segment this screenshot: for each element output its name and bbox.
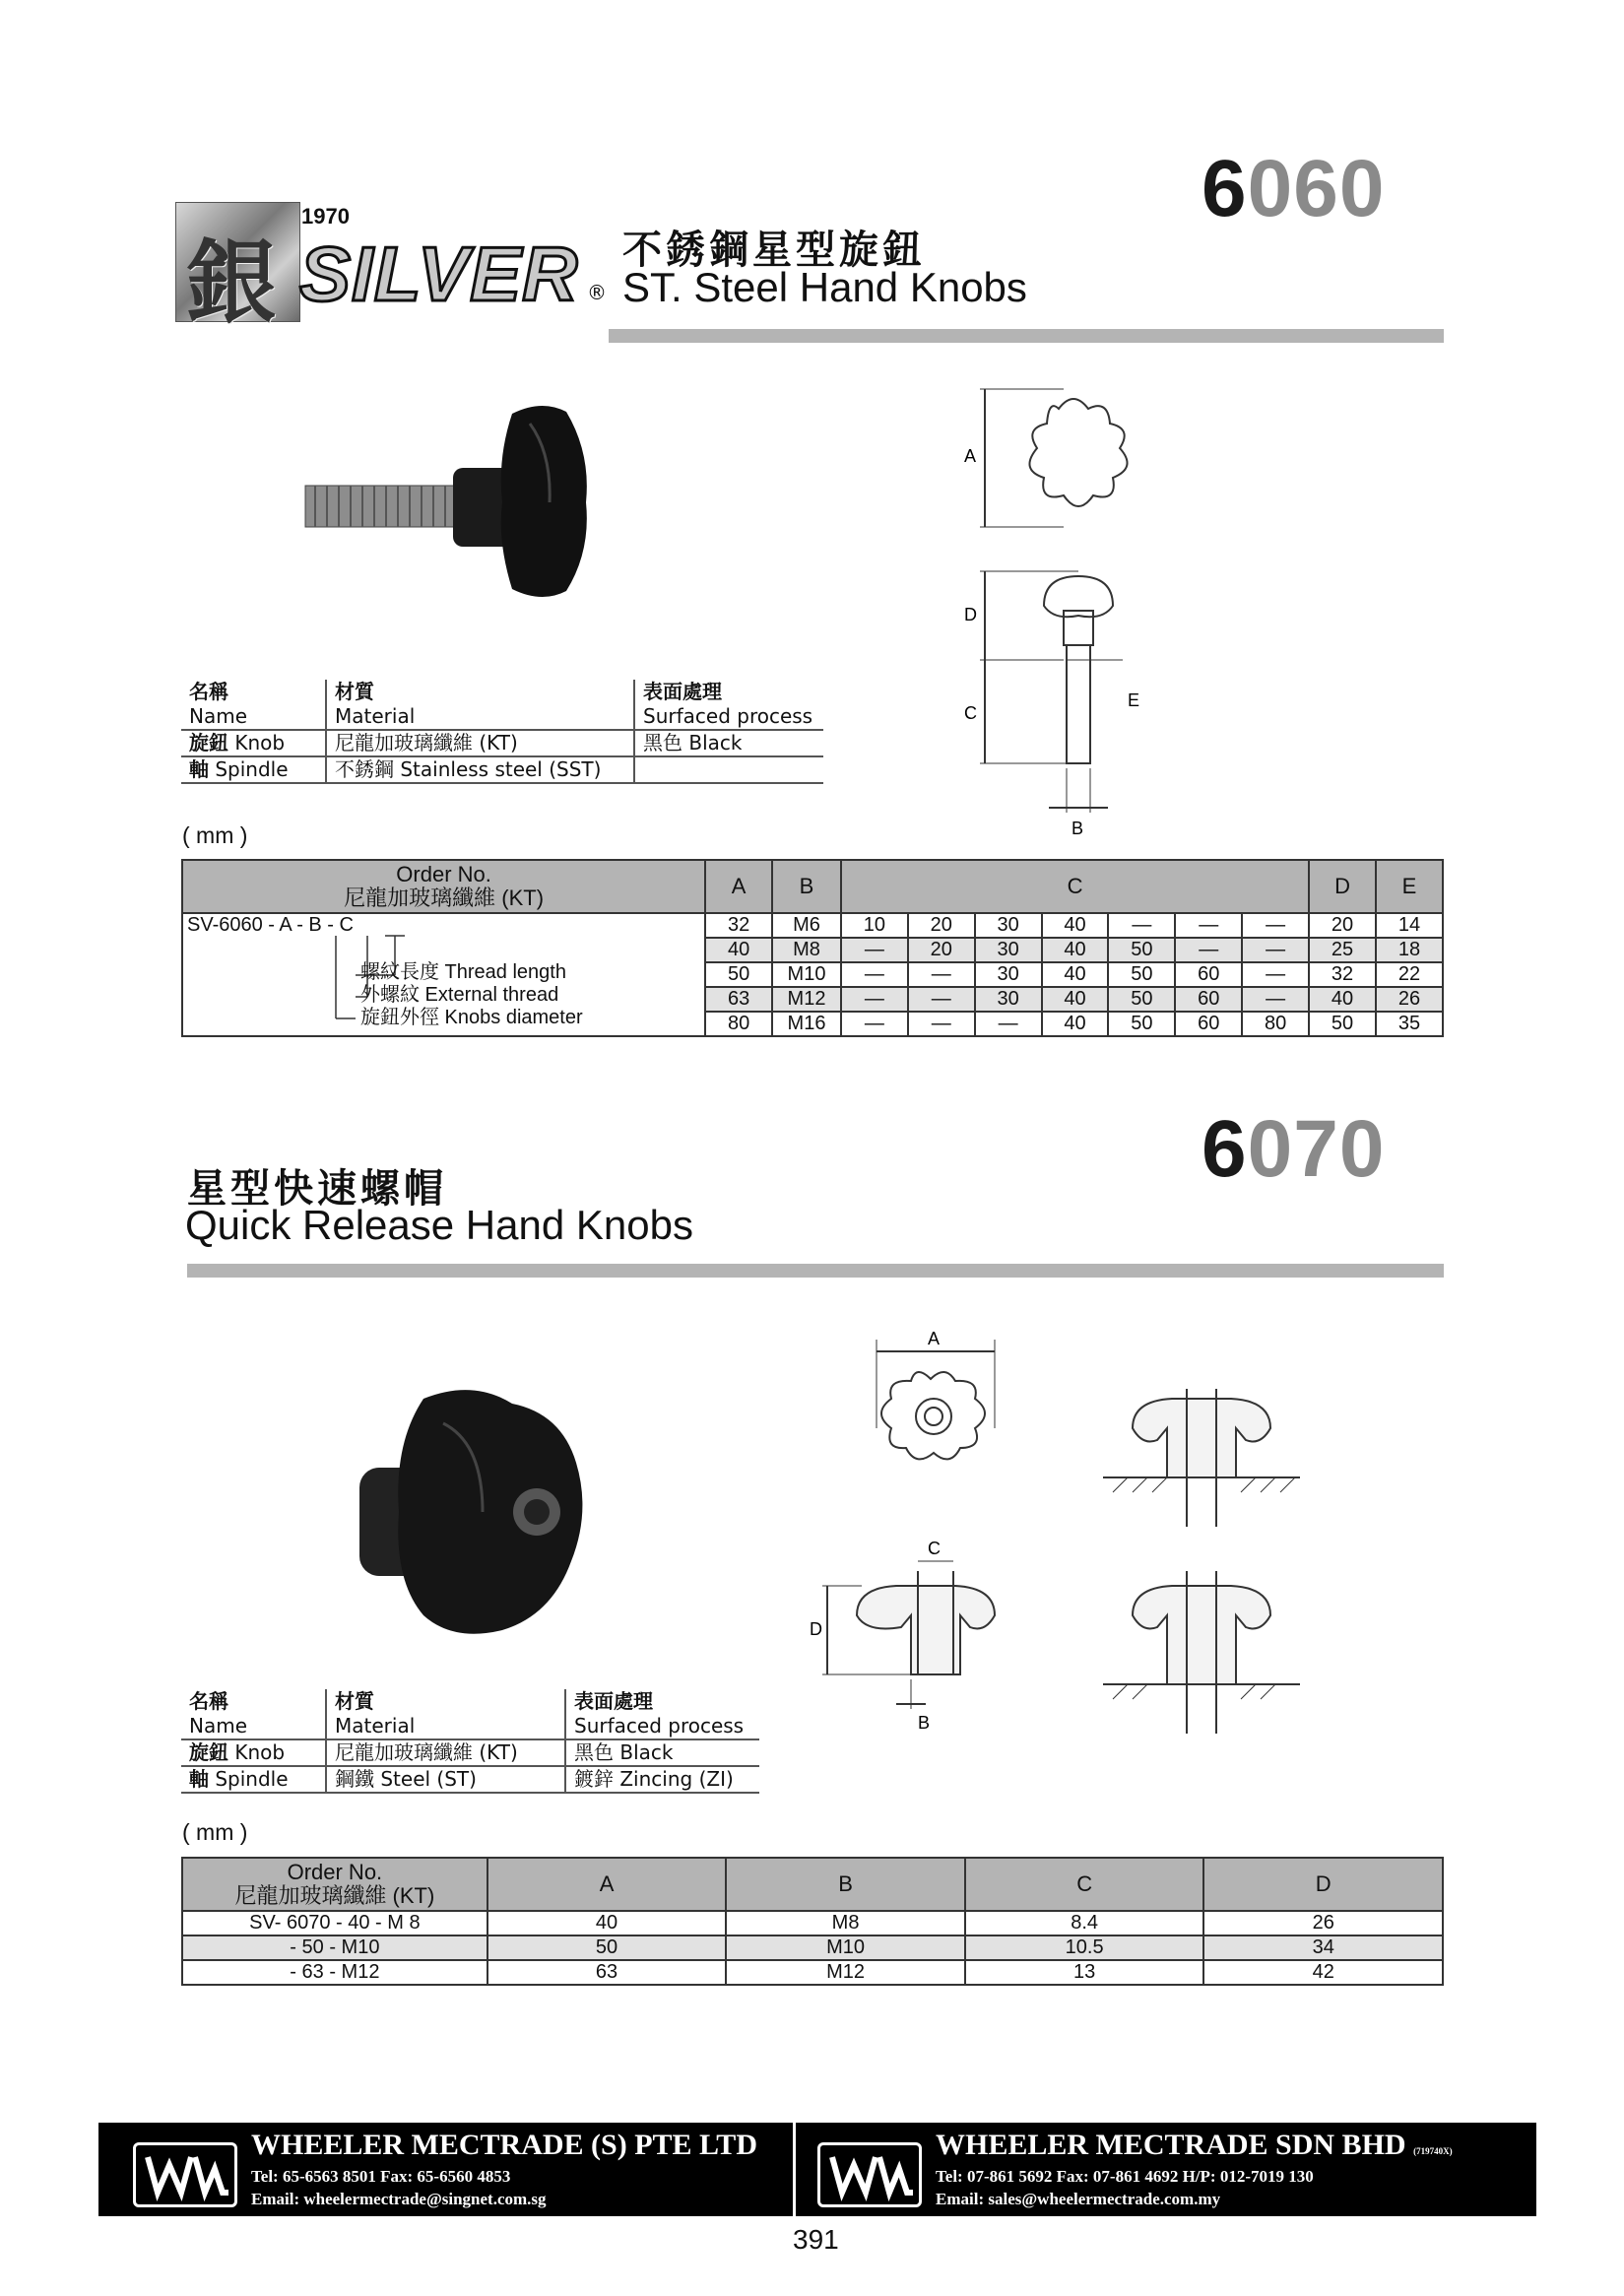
company-reg-no: (719740X) xyxy=(1413,2146,1453,2156)
col-header-c: C xyxy=(965,1858,1204,1911)
cell: M8 xyxy=(726,1911,965,1935)
cell: — xyxy=(1175,913,1242,938)
legend-thread-length: 螺紋長度 Thread length xyxy=(360,961,566,983)
mat-row-process: 黑色 Black xyxy=(634,730,823,756)
mat-row-name-zh: 軸 xyxy=(189,757,209,781)
mat-row-name-en: Knob xyxy=(234,731,286,754)
table-row xyxy=(182,1911,1443,1935)
material-table-6070 xyxy=(181,1689,759,1794)
cell: 40 xyxy=(705,938,772,962)
dim-a-label: A xyxy=(928,1329,941,1348)
cell: 20 xyxy=(1309,913,1376,938)
col-header-b: B xyxy=(726,1858,965,1911)
cell: 40 xyxy=(1042,1012,1109,1036)
cell: 50 xyxy=(1108,987,1175,1012)
cell: — xyxy=(841,1012,908,1036)
legend-knob-diameter: 旋鈕外徑 Knobs diameter xyxy=(360,1007,583,1028)
footer-divider xyxy=(793,2123,796,2216)
cell: 60 xyxy=(1175,962,1242,987)
mat-h1-en: Name xyxy=(181,1714,326,1739)
title-zh-6070: 星型快速螺帽 xyxy=(187,1166,447,1212)
mat-row-process: 鍍鋅 Zincing (ZI) xyxy=(565,1766,759,1793)
cell: 50 xyxy=(1108,962,1175,987)
table-row xyxy=(182,1935,1443,1960)
cell: — xyxy=(908,1012,975,1036)
dimension-drawing-6070 xyxy=(808,1320,1320,1803)
dim-b-label: B xyxy=(918,1713,931,1733)
wm-logo-left xyxy=(133,2142,237,2207)
spec-table-6070 xyxy=(181,1857,1444,1986)
mat-row-name xyxy=(181,1766,326,1793)
mat-row-name-zh: 旋鈕 xyxy=(189,1740,228,1764)
section-rule-6060 xyxy=(609,329,1444,343)
mat-row-process xyxy=(634,756,823,783)
cell: M10 xyxy=(726,1935,965,1960)
mat-row-material: 尼龍加玻璃纖維 (KT) xyxy=(326,730,634,756)
cell: — xyxy=(1108,913,1175,938)
wm-logo-right xyxy=(817,2142,922,2207)
cell: 26 xyxy=(1376,987,1443,1012)
silver-logo-character: 銀 xyxy=(186,230,278,336)
cell: — xyxy=(1242,938,1309,962)
cell: 25 xyxy=(1309,938,1376,962)
cell: 34 xyxy=(1203,1935,1443,1960)
mat-row-name xyxy=(181,1739,326,1766)
cell: 60 xyxy=(1175,987,1242,1012)
order-code: SV- 6070 - 40 - M 8 xyxy=(182,1911,487,1935)
mat-h3-zh: 表面處理 xyxy=(574,1689,653,1713)
dimension-drawing-6060 xyxy=(950,379,1216,852)
cell: 20 xyxy=(908,938,975,962)
dim-e-label: E xyxy=(1128,690,1140,710)
wm-logo-mark xyxy=(820,2145,919,2204)
table-row xyxy=(182,1960,1443,1985)
cell: 80 xyxy=(1242,1012,1309,1036)
cell: 35 xyxy=(1376,1012,1443,1036)
cell: 40 xyxy=(487,1911,727,1935)
brand-name: SILVER xyxy=(299,230,579,317)
title-en-6060: ST. Steel Hand Knobs xyxy=(622,264,1027,310)
cell: 10 xyxy=(841,913,908,938)
cell: 26 xyxy=(1203,1911,1443,1935)
col-header-d: D xyxy=(1203,1858,1443,1911)
mat-h2-en: Material xyxy=(326,704,634,730)
mat-row-name xyxy=(181,730,326,756)
mat-h3-en: Surfaced process xyxy=(565,1714,759,1739)
col-header-a: A xyxy=(487,1858,727,1911)
mat-row-material: 不銹鋼 Stainless steel (SST) xyxy=(326,756,634,783)
order-no-header-zh: 尼龍加玻璃纖維 (KT) xyxy=(344,886,545,910)
silver-logo xyxy=(175,202,607,336)
mat-h3-zh: 表面處理 xyxy=(643,680,722,703)
cell: 50 xyxy=(487,1935,727,1960)
title-zh-6060: 不銹鋼星型旋鈕 xyxy=(622,228,926,273)
material-table-6060 xyxy=(181,680,823,784)
mat-row-name-en: Spindle xyxy=(215,1767,289,1791)
product-code-6070: 6070 xyxy=(1202,1104,1386,1194)
col-header-e: E xyxy=(1376,860,1443,913)
legend-external-thread: 外螺紋 External thread xyxy=(360,984,559,1006)
registered-mark: ® xyxy=(587,281,607,304)
cell: 80 xyxy=(705,1012,772,1036)
cell: 32 xyxy=(1309,962,1376,987)
silver-logo-emblem xyxy=(175,202,300,336)
company-tel-sg: Tel: 65-6563 8501 Fax: 65-6560 4853 xyxy=(251,2167,511,2186)
cell: — xyxy=(1242,987,1309,1012)
company-email-sg: Email: wheelermectrade@singnet.com.sg xyxy=(251,2190,547,2208)
wm-logo-mark xyxy=(136,2145,234,2204)
cell: 40 xyxy=(1042,962,1109,987)
col-header-a: A xyxy=(705,860,772,913)
cell: M12 xyxy=(772,987,841,1012)
mat-row-process: 黑色 Black xyxy=(565,1739,759,1766)
cell: M10 xyxy=(772,962,841,987)
cell: — xyxy=(1175,938,1242,962)
mat-h2-zh: 材質 xyxy=(326,680,634,704)
cell: 40 xyxy=(1042,938,1109,962)
mat-h2-zh: 材質 xyxy=(326,1689,565,1714)
cell: M12 xyxy=(726,1960,965,1985)
mat-h2-en: Material xyxy=(326,1714,565,1739)
mat-row-name-en: Spindle xyxy=(215,757,289,781)
spec-table-6060 xyxy=(181,859,1444,1037)
col-header-d: D xyxy=(1309,860,1376,913)
mat-row-name-zh: 旋鈕 xyxy=(189,731,228,754)
dim-d-label: D xyxy=(964,605,977,624)
cell: 20 xyxy=(908,913,975,938)
cell: 14 xyxy=(1376,913,1443,938)
cell: 10.5 xyxy=(965,1935,1204,1960)
cell: 32 xyxy=(705,913,772,938)
dim-a-label: A xyxy=(964,446,977,466)
order-code: SV-6060 - A - B - C xyxy=(187,914,354,936)
dim-b-label: B xyxy=(1072,819,1084,838)
company-email-my: Email: sales@wheelermectrade.com.my xyxy=(936,2190,1221,2208)
cell: 50 xyxy=(705,962,772,987)
title-en-6070: Quick Release Hand Knobs xyxy=(185,1202,693,1248)
mat-row-material: 尼龍加玻璃纖維 (KT) xyxy=(326,1739,565,1766)
company-tel-my: Tel: 07-861 5692 Fax: 07-861 4692 H/P: 012-7019 130 xyxy=(936,2167,1314,2186)
cell: 40 xyxy=(1309,987,1376,1012)
company-name-sg: WHEELER MECTRADE (S) PTE LTD xyxy=(251,2129,757,2161)
order-code-cell xyxy=(182,913,705,1036)
cell: — xyxy=(908,962,975,987)
order-no-header xyxy=(182,860,705,913)
cell: — xyxy=(1242,962,1309,987)
mat-row-name xyxy=(181,756,326,783)
cell: — xyxy=(908,987,975,1012)
cell: 22 xyxy=(1376,962,1443,987)
cell: — xyxy=(975,1012,1042,1036)
cell: 42 xyxy=(1203,1960,1443,1985)
cell: 13 xyxy=(965,1960,1204,1985)
cell: — xyxy=(841,938,908,962)
mat-h1-en: Name xyxy=(181,704,326,730)
cell: 63 xyxy=(487,1960,727,1985)
order-code: - 50 - M10 xyxy=(182,1935,487,1960)
order-no-header-en: Order No. xyxy=(396,862,491,886)
mat-h3-en: Surfaced process xyxy=(634,704,823,730)
cell: M8 xyxy=(772,938,841,962)
dim-c-label: C xyxy=(928,1539,941,1558)
product-code-6060: 6060 xyxy=(1202,144,1386,233)
company-name-my xyxy=(936,2129,1453,2162)
cell: 50 xyxy=(1108,1012,1175,1036)
cell: 40 xyxy=(1042,913,1109,938)
cell: M16 xyxy=(772,1012,841,1036)
mat-row-name-en: Knob xyxy=(234,1740,286,1764)
cell: 50 xyxy=(1309,1012,1376,1036)
mat-h1-zh: 名稱 xyxy=(181,1689,326,1714)
cell: — xyxy=(841,987,908,1012)
cell: 30 xyxy=(975,913,1042,938)
company-footer xyxy=(98,2123,1536,2216)
mat-row-name-zh: 軸 xyxy=(189,1767,209,1791)
order-code: - 63 - M12 xyxy=(182,1960,487,1985)
product-photo-6070 xyxy=(355,1384,591,1640)
dim-c-label: C xyxy=(964,703,977,723)
cell: 30 xyxy=(975,938,1042,962)
mat-h1-zh: 名稱 xyxy=(181,680,326,704)
cell: — xyxy=(1242,913,1309,938)
cell: M6 xyxy=(772,913,841,938)
company-name-my-text: WHEELER MECTRADE SDN BHD xyxy=(936,2129,1406,2161)
order-no-header-en: Order No. xyxy=(287,1860,383,1884)
col-header-c: C xyxy=(841,860,1309,913)
unit-label-6060: ( mm ) xyxy=(182,822,248,848)
cell: 50 xyxy=(1108,938,1175,962)
cell: 18 xyxy=(1376,938,1443,962)
section-rule-6070 xyxy=(187,1264,1444,1278)
product-photo-6060 xyxy=(295,394,601,606)
page-number: 391 xyxy=(793,2224,839,2255)
mat-row-material: 鋼鐵 Steel (ST) xyxy=(326,1766,565,1793)
unit-label-6070: ( mm ) xyxy=(182,1819,248,1845)
brand-year: 1970 xyxy=(301,204,350,229)
cell: 63 xyxy=(705,987,772,1012)
cell: 8.4 xyxy=(965,1911,1204,1935)
col-header-b: B xyxy=(772,860,841,913)
cell: 60 xyxy=(1175,1012,1242,1036)
cell: 40 xyxy=(1042,987,1109,1012)
order-no-header xyxy=(182,1858,487,1911)
cell: — xyxy=(841,962,908,987)
cell: 30 xyxy=(975,962,1042,987)
cell: 30 xyxy=(975,987,1042,1012)
dim-d-label: D xyxy=(810,1619,822,1639)
order-no-header-zh: 尼龍加玻璃纖維 (KT) xyxy=(234,1883,435,1908)
